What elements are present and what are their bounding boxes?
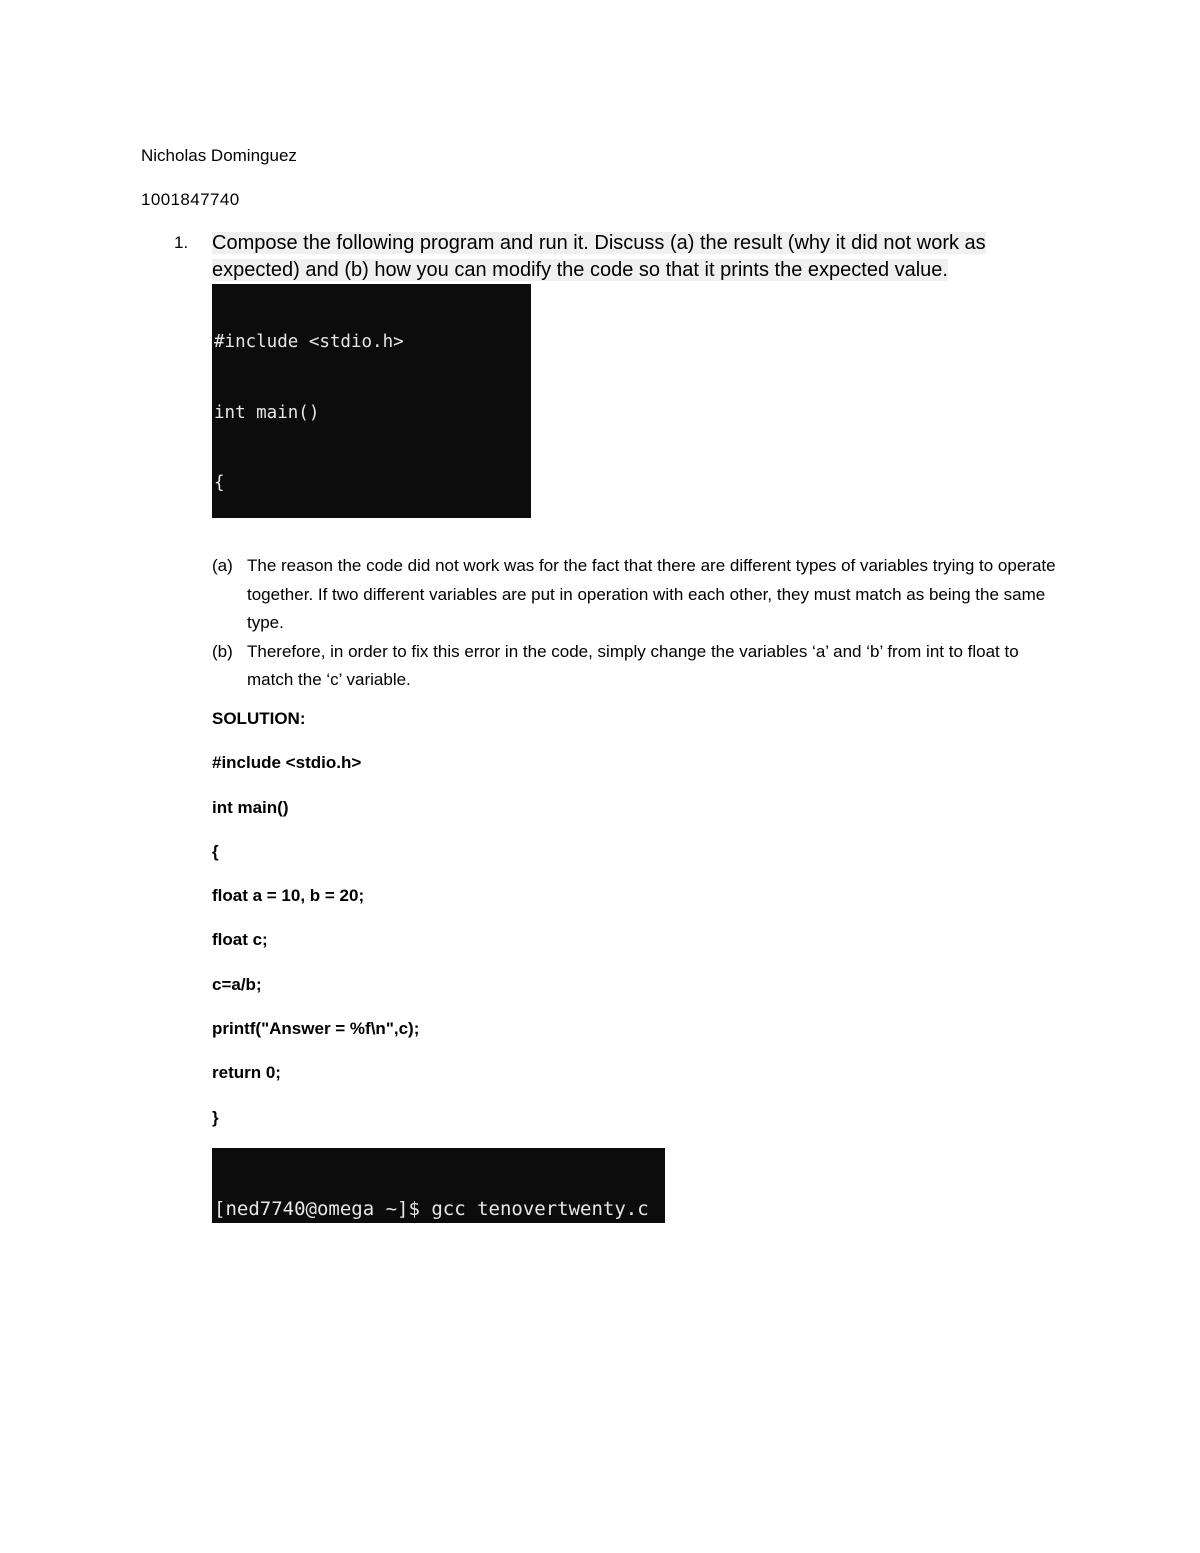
answer-b	[212, 638, 1062, 695]
answer-text: Therefore, in order to fix this error in the code, simply change the variables ‘a’ and ‘b’ from int to float to match the ‘c’ variable.	[247, 641, 1019, 689]
code-line: int main()	[214, 402, 320, 423]
answer-a	[212, 552, 1062, 638]
solution-line: float a = 10, b = 20;	[212, 886, 365, 906]
solution-line: }	[212, 1107, 219, 1127]
author-name: Nicholas Dominguez	[141, 146, 297, 165]
answer-list	[212, 552, 1062, 695]
terminal-line: [ned7740@omega ~]$ gcc tenovertwenty.c	[214, 1198, 649, 1220]
solution-line: printf("Answer = %f\n",c);	[212, 1019, 420, 1039]
solution-line: return 0;	[212, 1063, 281, 1083]
solution-line: float c;	[212, 930, 268, 950]
solution-line: int main()	[212, 797, 289, 817]
solution-heading: SOLUTION:	[212, 709, 306, 728]
code-line: #include <stdio.h>	[214, 332, 404, 352]
student-id: 1001847740	[141, 190, 240, 209]
solution-line: {	[212, 841, 219, 861]
question-number: 1.	[174, 233, 189, 252]
answer-marker: (b)	[212, 641, 233, 661]
question-text: Compose the following program and run it. Discuss (a) the result (why it did not work as expected) and (b) how you can modify the code so that it prints the expected value.	[212, 232, 986, 281]
question-text-block	[212, 230, 1062, 284]
answer-marker: (a)	[212, 556, 233, 575]
code-line: {	[214, 473, 225, 493]
solution-line: #include <stdio.h>	[212, 753, 362, 773]
solution-line: c=a/b;	[212, 974, 262, 994]
answer-text: The reason the code did not work was for the fact that there are different types of variables trying to operate together. If two different variables are put in operation with each other, they must match as being the same type.	[247, 556, 1056, 632]
solution-block	[212, 708, 419, 1151]
code-screenshot	[212, 284, 531, 518]
terminal-output-screenshot	[212, 1148, 665, 1223]
